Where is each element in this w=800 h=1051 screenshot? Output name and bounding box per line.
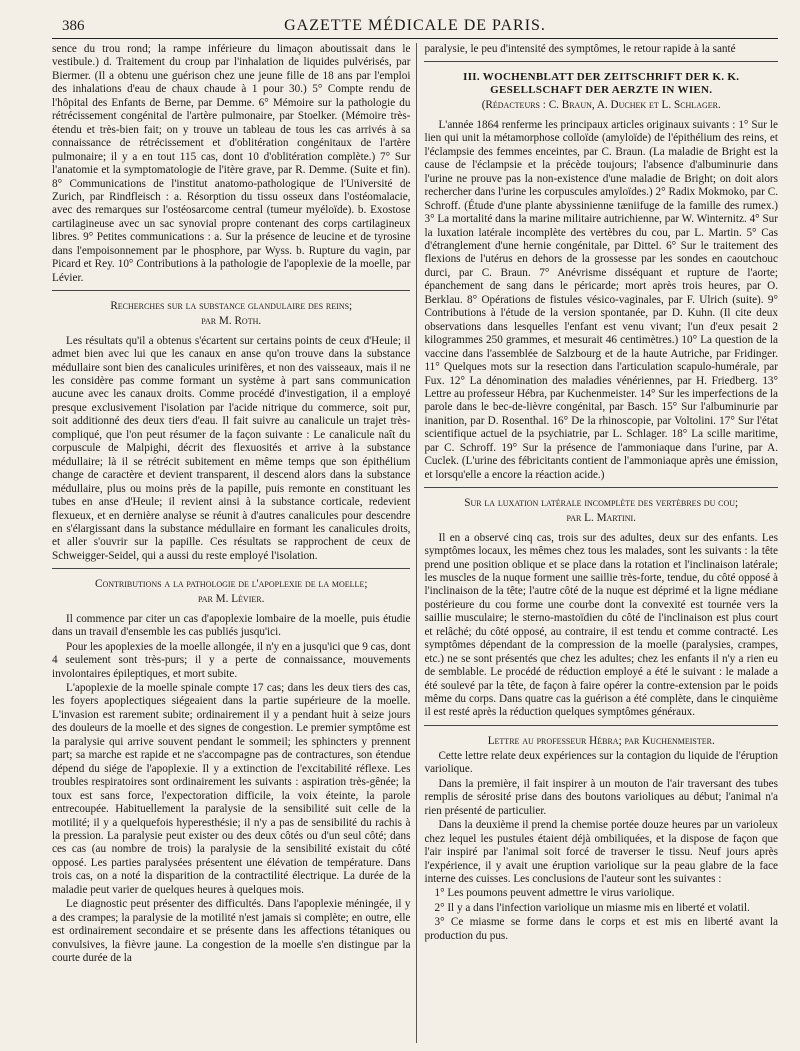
paragraph-hebra-3: Dans la deuxième il prend la chemise portée douze heures par un varioleux chez lequel les pustules étaient déjà ombiliquées, et la dispose de façon que l'air inspiré par l'animal soit forcé de traverser le tissu. Neuf jours après l'expérience, il y avait une éruption variolique sur la peau glabre de la face interne des cuisses. Les conclusions de l'auteur sont les suivantes :	[424, 819, 778, 886]
paragraph-apoplexie-4: Le diagnostic peut présenter des difficultés. Dans l'apoplexie méningée, il y a des crampes; la paralysie de la motilité n'est jamais si complète; en outre, elle est ordinairement secondaire et se présente dans les affections tétaniques ou convulsives, la fièvre jaune. La congestion de la moelle s'en distingue par la courte durée de la	[52, 898, 411, 965]
section-divider	[52, 568, 410, 569]
two-column-body	[52, 43, 778, 1043]
left-intro-paragraph: sence du trou rond; la rampe inférieure du limaçon aboutissait dans le vestibule.) d. Traitement du croup par l'inhalation de liquides pulvérisés, par Biermer. (Il a obtenu une guérison chez une jeune fille de 18 ans par l'emploi des inhalations d'eau de chaux chaude à 1 pour 30.) 5° Compte rendu de l'hôpital des Enfants de Berne, par Demme. 6° Mémoire sur la pathologie du rétrécissement congénital de l'artère pulmonaire, par Stoelker. (Mémoire très-étendu et très-bien fait; on y trouve un tableau de tous les cas arrivés à sa connaissance de rétrécissement et d'oblitération congénitaux de l'artère pulmonaire; il y a en tout 115 cas, dont 10 d'oblitération complète.) 7° Sur l'anatomie et la symptomatologie de l'itère grave, par R. Demme. (Suite et fin). 8° Communications de l'institut anatomo-pathologique de l'Université de Zurich, par Rindfleisch : a. Résorption du tissu osseux dans l'ostéomalacie, avec des remarques sur l'ostéosarcome central (tumeur myéloïde). b. Exostose cartilagineuse avec un sac synovial propre contenant des corps cartilagineux libres. 9° Petites communications : a. Sur la présence de leucine et de tyrosine dans l'empoisonnement par le phosphore, par Wyss. b. Rupture du vagin, par Picard et Rey. 10° Contributions à la pathologie de l'apoplexie de la moelle, par Lévier.	[52, 43, 411, 284]
paragraph-apoplexie-2: Pour les apoplexies de la moelle allongée, il n'y en a jusqu'ici que 9 cas, dont 4 seulement sont très-purs; il y a perte de connaissance, mouvements involontaires épileptiques, et mort subite.	[52, 640, 411, 680]
paragraph-apoplexie-1: Il commence par citer un cas d'apoplexie lombaire de la moelle, puis étudie dans un travail d'ensemble les cas publiés jusqu'ici.	[52, 612, 411, 639]
section-title-apoplexie: Contributions a la pathologie de l'apoplexie de la moelle;	[95, 578, 368, 591]
section-author-levier: par M. Lévier.	[198, 593, 265, 606]
paragraph-hebra-1: Cette lettre relate deux expériences sur la contagion du liquide de l'éruption variolique.	[424, 749, 778, 776]
section-divider	[424, 725, 778, 726]
section-author-martini: par L. Martini.	[566, 512, 636, 525]
right-column	[416, 43, 778, 1043]
conclusion-item: 2° Il y a dans l'infection variolique un miasme mis en liberté et volatil.	[434, 901, 750, 914]
section-title-reins: Recherches sur la substance glandulaire des reins;	[110, 300, 353, 313]
paragraph-wochenblatt: L'année 1864 renferme les principaux articles originaux suivants : 1° Sur le lien qui unit la métamorphose colloïde (amyloïde) de l'épithélium des reins, et l'éclampsie des femmes enceintes, par C. Braun. (La maladie de Bright est la cause de l'éclampsie et la précède toujours; l'absence d'albuminurie dans l'urine ne prouve pas la non-existence d'une maladie de Bright; on doit alors rechercher dans l'urine les corpuscules amyloïdes.) 2° Radix Mokmoko, par C. Schroff. (Étude d'une plante abyssinienne tæniifuge de la famille des rumex.) 3° La mortalité dans la marine militaire autrichienne, par W. Winternitz. 4° Sur la luxation latérale incomplète des vertèbres du cou, par L. Martin. 5° Cas d'étranglement d'une hernie congénitale, par Dittel. 6° Sur le traitement des flexions de l'utérus en dehors de la grossesse par les sondes en caoutchouc durci, par C. Braun. 7° Anévrisme disséquant et rupture de l'aorte; épanchement de sang dans le péricarde; mort après trois heures, par O. Berklau. 8° Opérations de fistules vésico-vaginales, par F. Ulrich (suite). 9° Contributions à l'étude de la version spontanée, par D. Kuhn. (Il cite deux observations dans lesquelles l'enfant est venu vivant; l'un d'eux pesait 2 kilogrammes 250 grammes, et mesurait 46 centimètres.) 10° La question de la vaccine dans l'assemblée de Salzbourg et de la haute Autriche, par Fridinger. 11° Quelques mots sur la resection dans l'articulation scapulo-humérale, par Fux. 12° La dénomination des maladies vénériennes, par H. Friedberg. 13° Lettre au professeur Hébra, par Kuchenmeister. 14° Sur les imperfections de la parole dans le bec-de-lièvre congénital, par Basch. 15° Sur l'albuminurie par inanition, par D. Rosenthal. 16° De la rhinoscopie, par Voltolini. 17° Sur l'état scientifique actuel de la psychiatrie, par L. Schlager. 18° La scille maritime, par C. Schroff. 19° Sur la présence de l'ammoniaque dans l'urine, par A. Cuclek. (L'urine des fébricitants contient de l'ammoniaque après une émission, et lorsqu'elle a encore la réaction acide.)	[424, 118, 778, 481]
section-title-lettre-hebra: Lettre au professeur Hébra; par Kuchenmeister.	[487, 734, 715, 747]
conclusion-item: 3° Ce miasme se forme dans le corps et est mis en liberté avant la production du pus.	[424, 916, 778, 942]
right-intro-paragraph: paralysie, le peu d'intensité des symptômes, le retour rapide à la santé	[424, 43, 736, 55]
section-divider	[424, 61, 778, 62]
conclusion-item: 1° Les poumons peuvent admettre le virus variolique.	[434, 887, 675, 900]
section-author-roth: par M. Roth.	[201, 315, 262, 328]
section-divider	[424, 487, 778, 488]
running-title: GAZETTE MÉDICALE DE PARIS.	[284, 17, 546, 34]
page-header	[52, 14, 778, 39]
left-column	[52, 43, 416, 1043]
paragraph-luxation: Il en a observé cinq cas, trois sur des adultes, deux sur des enfants. Les symptômes locaux, les mêmes chez tous les malades, sont les suivants : la tête prend une position oblique et se place dans la rotation et l'inclinaison latérale; les muscles de la nuque forment une saillie très-forte, tendue, du côté opposé à l'inclinaison de la tête; l'autre côté de la nuque est déprimé et la ligne médiane postérieure du cou forme une courbe dont la convexité est tournée vers la saillie musculaire; le sterno-mastoïdien du côté de l'inclinaison est plus court et relâché; du côté opposé, au contraire, il est tendu et comme contracté. Les symptômes dépendant de la compression de la moelle (paralysies, crampes, etc.) ne se sont présentés que chez les adultes; chez les enfants il n'y a rien eu de semblable. Le procédé de réduction employé a été le suivant : le malade a été soulevé par la tête, de façon à faire opérer la contre-extension par le poids même du corps. Dans quatre cas la guérison a été complète, dans le cinquième il est resté après la réduction quelques symptômes généraux.	[424, 531, 778, 719]
section-editors: (Rédacteurs : C. Braun, A. Duchek et L. Schlager.	[481, 99, 721, 112]
paragraph-apoplexie-3: L'apoplexie de la moelle spinale compte 17 cas; dans les deux tiers des cas, les foyers apoplectiques siégeaient dans la partie supérieure de la moelle. L'invasion est rarement subite; ordinairement il y a pendant huit à seize jours des douleurs de la moelle et des signes de congestion. Le premier symptôme est la paralysie qui arrive souvent pendant le sommeil; les sphincters y prennent part; sa marche est rapide et ne s'accompagne pas de contractures, son étendue dépend du siége de l'apoplexie. Il y a extinction de l'excitabilité réflexe. Les troubles respiratoires sont ordinairement les suivants : aspiration très-gênée; la toux est sans force, l'expectoration difficile, la voix éteinte, la parole entrecoupée. Habituellement la paralysie de la sensibilité suit celle de la motilité; il y a quelquefois hyperesthésie; il n'y a pas de sensibilité du rachis à la pression. La paralysie peut exister ou des deux côtés ou d'un seul côté; dans ces cas (au nombre de trois) la paralysie de la sensibilité existait du côté opposé. Les parties paralysées présentent une élévation de température. Dans trois cas, on a noté la disparition de la contractilité électrique. La durée de la maladie peut varier de quelques heures à quelques mois.	[52, 682, 411, 896]
paragraph-reins: Les résultats qu'il a obtenus s'écartent sur certains points de ceux d'Heule; il admet bien avec lui que les canaux en anse qu'on trouve dans la substance médullaire sont bien des canalicules urinifères, et non des vaisseaux, mais il ne les considère pas comme formant un système à part sans communication aucune avec les canaux droits. Comme procédé d'investigation, il a employé presque exclusivement l'isolation par l'acide nitrique du commerce, soit pur, soit additionné des deux tiers d'eau. Il fait suivre au canalicule un trajet très-compliqué, que l'on peut résumer de la façon suivante : Le canalicule naît du corpuscule de Malpighi, décrit des flexuosités et arrive à la substance médullaire; là il se rétrécit subitement en même temps que son épithélium change de caractère et devient transparent, il descend alors dans la substance médullaire, plus ou moins près de la papille, puis remonte en constituant les tubes en anse d'Heule; il revient ainsi à la substance corticale, redevient flexueux, et en dernière analyse se réunit à d'autres canalicules pour descendre en s'élargissant dans la substance médullaire en formant les canalicules droits, et aller s'ouvrir sur la papille. Ces résultats se rapprochent de ceux de Schweigger-Seidel, qui a aussi du reste employé l'isolation.	[52, 334, 411, 562]
section-title-wochenblatt: III. WOCHENBLATT DER ZEITSCHRIFT DER K. K. GESELLSCHAFT DER AERZTE IN WIEN.	[463, 71, 740, 97]
page-number: 386	[62, 18, 85, 34]
section-title-luxation: Sur la luxation latérale incomplète des vertèbres du cou;	[464, 497, 739, 510]
conclusions-list	[424, 887, 778, 943]
paragraph-hebra-2: Dans la première, il fait inspirer à un mouton de l'air traversant des tubes remplis de sérosité prise dans des boutons varioliques au début; l'animal n'a rien présenté de particulier.	[424, 777, 778, 817]
section-divider	[52, 290, 410, 291]
